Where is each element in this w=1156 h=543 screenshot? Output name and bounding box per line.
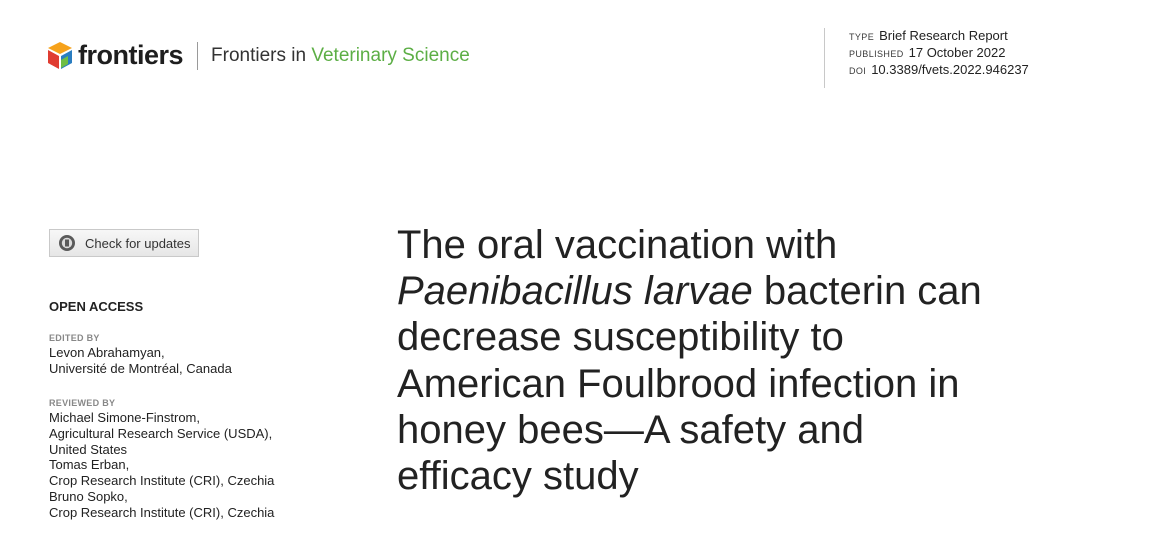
meta-doi-row [849,62,1029,79]
title-line: The oral vaccination with [397,223,838,267]
meta-published-key: PUBLISHED [849,49,904,59]
title-line: efficacy study [397,454,639,499]
title-line [397,268,1097,314]
meta-type-row [849,28,1029,45]
title-line: American Foulbrood infection in [397,361,960,406]
crossmark-icon [58,234,76,252]
article-meta [824,28,1029,88]
article-title [397,222,1097,499]
edited-by-label: EDITED BY [49,333,100,343]
meta-type-value: Brief Research Report [879,28,1008,43]
journal-header [48,40,470,71]
journal-name-prefix: Frontiers in [211,44,312,66]
frontiers-logo-icon [48,42,72,70]
check-for-updates-button[interactable] [49,229,199,257]
editor-affiliation: Université de Montréal, Canada [49,360,232,376]
edited-by-section [49,333,232,377]
title-line: decrease susceptibility to [397,315,844,360]
title-line: honey bees—A safety and [397,407,864,452]
reviewer-line: Michael Simone-Finstrom, [49,410,200,425]
reviewer-line: Agricultural Research Service (USDA), [49,425,273,441]
reviewer-line: United States [49,441,128,457]
meta-published-row [849,45,1029,62]
meta-doi-key: DOI [849,66,867,76]
reviewed-by-section [49,398,274,521]
editor-name: Levon Abrahamyan, [49,345,165,360]
meta-type-key: TYPE [849,32,875,42]
check-for-updates-label: Check for updates [85,235,191,251]
meta-published-value: 17 October 2022 [908,45,1006,60]
header-divider [197,42,198,70]
title-line-rest: bacterin can [752,269,982,314]
meta-doi-value[interactable]: 10.3389/fvets.2022.946237 [871,62,1029,77]
journal-name[interactable] [211,45,470,67]
reviewed-by-label: REVIEWED BY [49,398,116,408]
frontiers-wordmark[interactable]: frontiers [78,40,184,70]
open-access-label: OPEN ACCESS [49,299,144,314]
reviewer-line: Tomas Erban, [49,457,130,473]
journal-name-accent: Veterinary Science [311,44,470,66]
reviewer-line: Crop Research Institute (CRI), Czechia [49,473,275,489]
title-species-italic: Paenibacillus larvae [397,269,753,314]
reviewer-line: Bruno Sopko, [49,488,128,504]
reviewer-line: Crop Research Institute (CRI), Czechia [49,504,275,520]
